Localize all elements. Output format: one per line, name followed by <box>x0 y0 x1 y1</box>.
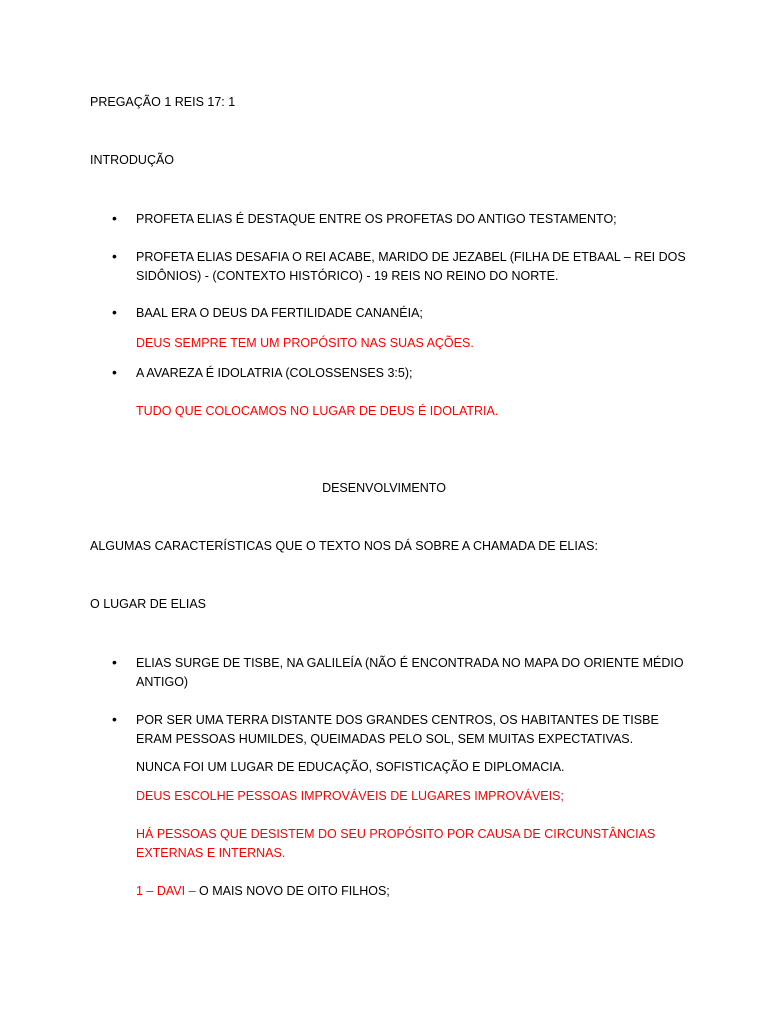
bullet-icon: • <box>112 304 117 320</box>
intro-bullet-2: PROFETA ELIAS DESAFIA O REI ACABE, MARIDO DE JEZABEL (FILHA DE ETBAAL – REI DOS SIDÔNIOS) - (CONTEXTO HISTÓRICO) - 19 REIS NO REINO DO NORTE. <box>136 250 686 283</box>
bullet-icon: • <box>112 654 117 670</box>
place-heading: O LUGAR DE ELIAS <box>90 597 207 611</box>
intro-bullet-4: A AVAREZA É IDOLATRIA (COLOSSENSES 3:5); <box>136 366 413 380</box>
example-line <box>136 882 696 901</box>
bullet-icon: • <box>112 248 117 264</box>
intro-heading: INTRODUÇÃO <box>90 153 175 167</box>
intro-bullet-3: BAAL ERA O DEUS DA FERTILIDADE CANANÉIA; <box>136 306 423 320</box>
bullet-icon: • <box>112 711 117 727</box>
place-bullet-1: ELIAS SURGE DE TISBE, NA GALILEÍA (NÃO É ENCONTRADA NO MAPA DO ORIENTE MÉDIO ANTIGO) <box>136 656 684 689</box>
development-intro: ALGUMAS CARACTERÍSTICAS QUE O TEXTO NOS DÁ SOBRE A CHAMADA DE ELIAS: <box>90 539 598 553</box>
development-heading: DESENVOLVIMENTO <box>322 481 446 495</box>
place-bullet-2: POR SER UMA TERRA DISTANTE DOS GRANDES CENTROS, OS HABITANTES DE TISBE ERAM PESSOAS HUMILDES, QUEIMADAS PELO SOL, SEM MUITAS EXPECTATIVAS. <box>136 713 659 746</box>
red-note-2: HÁ PESSOAS QUE DESISTEM DO SEU PROPÓSITO POR CAUSA DE CIRCUNSTÂNCIAS EXTERNAS E INTERNAS. <box>136 827 656 860</box>
bullet-icon: • <box>112 364 117 380</box>
place-note: NUNCA FOI UM LUGAR DE EDUCAÇÃO, SOFISTICAÇÃO E DIPLOMACIA. <box>136 760 565 774</box>
intro-bullet-1: PROFETA ELIAS É DESTAQUE ENTRE OS PROFETAS DO ANTIGO TESTAMENTO; <box>136 212 617 226</box>
red-note-1: DEUS ESCOLHE PESSOAS IMPROVÁVEIS DE LUGARES IMPROVÁVEIS; <box>136 789 564 803</box>
intro-note-1: DEUS SEMPRE TEM UM PROPÓSITO NAS SUAS AÇÕES. <box>136 336 474 350</box>
example-label: 1 – DAVI – <box>136 884 196 898</box>
bullet-icon: • <box>112 210 117 226</box>
document-title: PREGAÇÃO 1 REIS 17: 1 <box>90 95 236 109</box>
intro-note-2: TUDO QUE COLOCAMOS NO LUGAR DE DEUS É IDOLATRIA. <box>136 404 499 418</box>
example-text: O MAIS NOVO DE OITO FILHOS; <box>195 884 390 898</box>
